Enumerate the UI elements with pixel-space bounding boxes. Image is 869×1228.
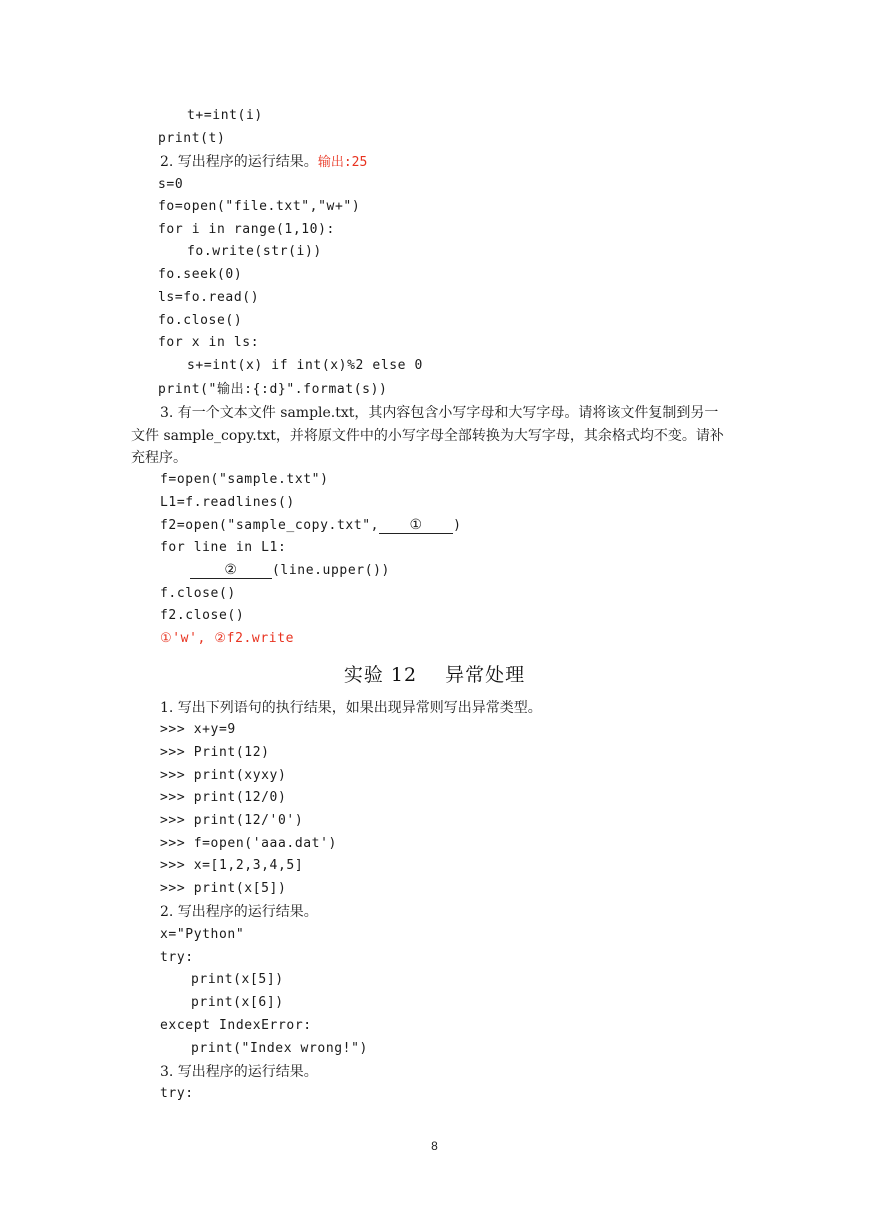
code-line: try: (160, 950, 194, 965)
code-line-with-blank (190, 562, 390, 580)
code-line: for line in L1: (160, 540, 287, 555)
code-line: >>> print(12/'0') (160, 813, 304, 828)
code-line: >>> Print(12) (160, 745, 270, 760)
code-line: f2.close() (160, 608, 245, 623)
code-line: t+=int(i) (187, 108, 263, 123)
code-line: x="Python" (160, 927, 245, 942)
code-line: except IndexError: (160, 1018, 312, 1033)
code-line: f.close() (160, 586, 236, 601)
code-line: print(t) (158, 131, 226, 146)
code-line: s+=int(x) if int(x)%2 else 0 (187, 358, 423, 373)
code-line: fo.write(str(i)) (187, 244, 322, 259)
code-line: fo=open("file.txt","w+") (158, 199, 361, 214)
question-3-text: 3. 有一个文本文件 sample.txt，其内容包含小写字母和大写字母。请将该文件复制到另一 (160, 405, 719, 421)
question-2-prompt: 2. 写出程序的运行结果。 (160, 154, 318, 170)
exercise-1-prompt: 1. 写出下列语句的执行结果，如果出现异常则写出异常类型。 (160, 700, 542, 716)
code-line: >>> print(xyxy) (160, 768, 287, 783)
code-line: s=0 (158, 177, 184, 192)
question-2-answer: 输出:25 (317, 155, 368, 170)
question-3-text: 充程序。 (131, 450, 187, 466)
code-line: f=open("sample.txt") (160, 472, 329, 487)
exercise-3-prompt: 3. 写出程序的运行结果。 (160, 1064, 318, 1080)
code-line: >>> print(x[5]) (160, 881, 287, 896)
code-line: print("Index wrong!") (191, 1041, 368, 1056)
fill-blank-1: ① (379, 517, 453, 534)
code-line: ls=fo.read() (158, 290, 260, 305)
code-line: fo.seek(0) (158, 267, 243, 282)
exercise-2-prompt: 2. 写出程序的运行结果。 (160, 904, 318, 920)
code-line-with-blank (160, 517, 462, 535)
code-line: L1=f.readlines() (160, 495, 295, 510)
code-line: print(x[6]) (191, 995, 284, 1010)
code-line: for x in ls: (158, 335, 260, 350)
fill-blank-2: ② (190, 562, 272, 579)
code-line: fo.close() (158, 313, 243, 328)
question-3-answer: ①'w', ②f2.write (160, 631, 295, 646)
code-line: print("输出:{:d}".format(s)) (158, 382, 388, 397)
question-3-text: 文件 sample_copy.txt，并将原文件中的小写字母全部转换为大写字母，其余格式均不变。请补 (131, 428, 724, 444)
code-line: print(x[5]) (191, 972, 284, 987)
question-2 (160, 153, 367, 172)
code-line: >>> x+y=9 (160, 722, 236, 737)
code-line: for i in range(1,10): (158, 222, 335, 237)
code-line: >>> print(12/0) (160, 790, 287, 805)
code-fragment: f2=open("sample_copy.txt", (160, 518, 380, 533)
code-line: >>> f=open('aaa.dat') (160, 836, 337, 851)
page-number: 8 (431, 1139, 438, 1153)
section-title: 实验 12 异常处理 (343, 664, 526, 686)
code-fragment: ) (453, 518, 462, 533)
code-fragment: (line.upper()) (272, 563, 390, 578)
code-line: try: (160, 1086, 194, 1101)
code-line: >>> x=[1,2,3,4,5] (160, 858, 304, 873)
